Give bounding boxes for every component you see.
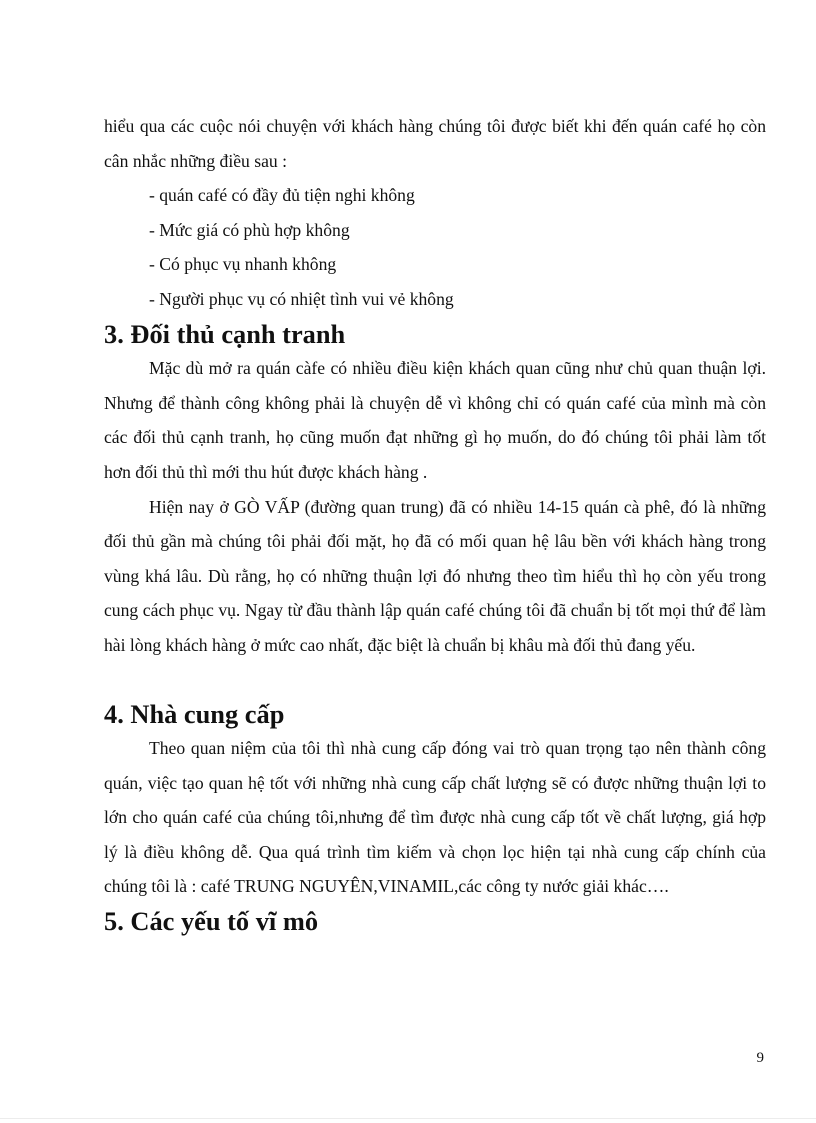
criteria-list [104, 178, 766, 316]
list-item: - quán café có đầy đủ tiện nghi không [149, 185, 415, 206]
section-3-heading: 3. Đối thủ cạnh tranh [104, 318, 346, 349]
list-item: - Mức giá có phù hợp không [149, 219, 350, 240]
section-3-paragraph-1: Mặc dù mở ra quán càfe có nhiều điều kiện khách quan cũng như chủ quan thuận lợi. Nhưng để thành công không phải là chuyện dễ vì không chỉ có quán café của mình mà còn các đối thủ cạnh tranh, họ cũng muốn đạt những gì họ muốn, do đó chúng tôi phải làm tốt hơn đối thủ thì mới thu hút được khách hàng . [104, 358, 766, 482]
section-5-heading: 5. Các yếu tố vĩ mô [104, 906, 319, 937]
page-bottom-edge [0, 1118, 816, 1119]
section-3-paragraph-2: Hiện nay ở GÒ VẤP (đường quan trung) đã có nhiều 14-15 quán cà phê, đó là những đối thủ gần mà chúng tôi phải đối mặt, họ đã có mối quan hệ lâu bền với khách hàng trong vùng khá lâu. Dù rằng, họ có những thuận lợi đó nhưng theo tìm hiểu thì họ còn yếu trong cung cách phục vụ. Ngay từ đầu thành lập quán café chúng tôi đã chuẩn bị tốt mọi thứ để làm hài lòng khách hàng ở mức cao nhất, đặc biệt là chuẩn bị khâu mà đối thủ đang yếu. [104, 496, 766, 655]
section-4-heading: 4. Nhà cung cấp [104, 698, 285, 729]
list-item: - Người phục vụ có nhiệt tình vui vẻ không [149, 288, 454, 309]
page-number: 9 [756, 1050, 764, 1066]
intro-paragraph: hiểu qua các cuộc nói chuyện với khách hàng chúng tôi được biết khi đến quán café họ còn cân nhắc những điều sau : [104, 116, 766, 171]
list-item: - Có phục vụ nhanh không [149, 254, 337, 275]
page-content [104, 109, 766, 939]
section-4-paragraph-1: Theo quan niệm của tôi thì nhà cung cấp đóng vai trò quan trọng tạo nên thành công quán, việc tạo quan hệ tốt với những nhà cung cấp chất lượng sẽ có được những thuận lợi to lớn cho quán café của chúng tôi,nhưng để tìm được nhà cung cấp tốt về chất lượng, giá hợp lý là điều không dễ. Qua quá trình tìm kiếm và chọn lọc hiện tại nhà cung cấp chính của chúng tôi là : café TRUNG NGUYÊN,VINAMIL,các công ty nước giải khác…. [104, 738, 766, 897]
section-spacer [104, 663, 766, 697]
